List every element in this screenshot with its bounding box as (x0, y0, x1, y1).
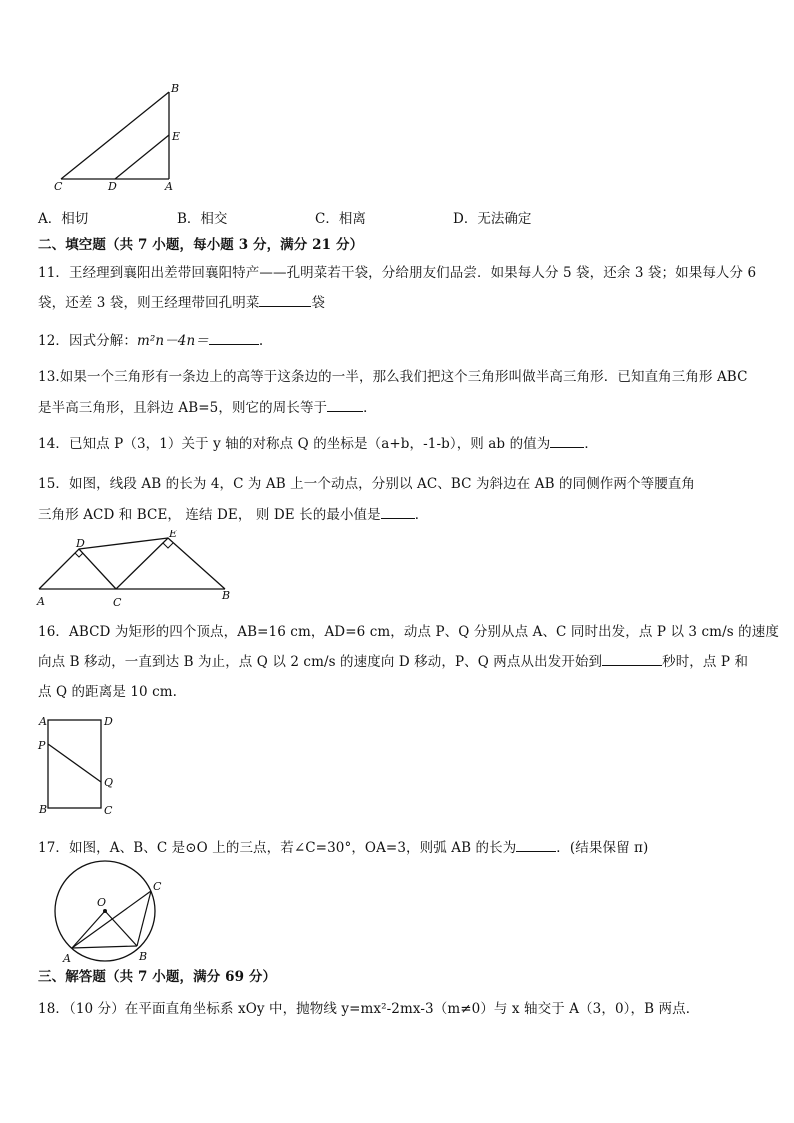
figure-q10 (40, 78, 200, 198)
figure-q16 (36, 712, 126, 820)
label-b: B (222, 589, 231, 602)
section-fill-in-title: 二、填空题（共 7 小题，每小题 3 分，满分 21 分） (38, 237, 364, 253)
label-c: C (153, 880, 162, 893)
figure-q17 (50, 858, 170, 970)
segment-ob (105, 911, 137, 946)
rectangle-abcd (48, 720, 101, 808)
q16-answer-blank[interactable] (602, 653, 662, 666)
q12-prefix: 12．因式分解： (38, 333, 137, 349)
center-point (103, 909, 107, 913)
q17-suffix: ．(结果保留 π) (556, 840, 649, 856)
label-c: C (113, 596, 122, 609)
q15-line1: 15．如图，线段 AB 的长为 4，C 为 AB 上一个动点，分别以 AC、BC 为斜边在 AB 的同侧作两个等腰直角 (38, 476, 695, 492)
label-d: D (104, 715, 113, 728)
option-a: A．相切 (38, 211, 89, 227)
segment-cb (61, 92, 169, 179)
label-p: P (38, 739, 46, 752)
segment-oa (72, 911, 105, 948)
q12-suffix: . (258, 333, 264, 349)
label-b: B (171, 82, 180, 95)
segment-de (79, 538, 168, 549)
q16-line1: 16．ABCD 为矩形的四个顶点，AB=16 cm，AD=6 cm，动点 P、Q 分别从点 A、C 同时出发，点 P 以 3 cm/s 的速度 (38, 624, 779, 640)
q16-text: 向点 B 移动，一直到达 B 为止，点 Q 以 2 cm/s 的速度向 D 移动，P、Q 两点从出发开始到 (38, 654, 603, 670)
label-c: C (104, 804, 113, 817)
option-b: B．相交 (177, 211, 228, 227)
q11-text: 袋，还差 3 袋，则王经理带回孔明菜 (38, 295, 260, 311)
q17-answer-blank[interactable] (516, 839, 556, 852)
segment-de (115, 135, 169, 179)
section-solve-title: 三、解答题（共 7 小题，满分 69 分） (38, 969, 277, 985)
q14 (38, 432, 598, 452)
q13-answer-blank[interactable] (327, 399, 363, 412)
label-a: A (63, 952, 71, 965)
q14-text: 14．已知点 P（3，1）关于 y 轴的对称点 Q 的坐标是（a+b，-1-b），则 ab 的值为 (38, 436, 551, 452)
q17-text: 17．如图，A、B、C 是⊙O 上的三点，若∠C=30°，OA=3，则弧 AB 的长为 (38, 840, 517, 856)
label-c: C (54, 180, 63, 193)
q17 (38, 836, 648, 856)
q11-unit: 袋 (311, 295, 326, 311)
q16-line3: 点 Q 的距离是 10 cm. (38, 684, 178, 700)
label-a: A (39, 715, 47, 728)
q12-expression: m²n－4n＝ (136, 333, 209, 349)
label-b: B (139, 950, 148, 963)
right-angle-d (75, 553, 83, 557)
right-angle-e (163, 543, 173, 548)
figure-q15 (32, 530, 242, 610)
q13-suffix: ． (363, 400, 377, 416)
q11-answer-blank[interactable] (259, 294, 311, 307)
q11-line2 (38, 291, 325, 311)
q13-text: 是半高三角形，且斜边 AB=5，则它的周长等于 (38, 400, 328, 416)
q12-answer-blank[interactable] (209, 332, 259, 345)
q14-answer-blank[interactable] (550, 435, 584, 448)
label-b: B (39, 803, 48, 816)
q18: 18．（10 分）在平面直角坐标系 xOy 中，抛物线 y=mx²-2mx-3（m≠0）与 x 轴交于 A（3，0），B 两点． (38, 1001, 700, 1017)
label-a: A (37, 595, 45, 608)
q13-line2 (38, 396, 377, 416)
label-e: E (169, 530, 178, 540)
q15-suffix: ． (414, 507, 429, 523)
q16-line2 (38, 650, 748, 670)
segment-pq (48, 744, 101, 782)
q14-suffix: ． (584, 436, 598, 452)
segment-ab (72, 946, 137, 948)
label-e: E (172, 130, 181, 143)
q15-line2 (38, 503, 428, 523)
label-q: Q (104, 776, 114, 789)
q11-line1: 11．王经理到襄阳出差带回襄阳特产——孔明菜若干袋，分给朋友们品尝．如果每人分 5 袋，还余 3 袋；如果每人分 6 (38, 265, 757, 281)
q12 (38, 329, 263, 349)
label-d: D (108, 180, 117, 193)
q16-text-cont: 秒时，点 P 和 (662, 654, 749, 670)
q15-answer-blank[interactable] (381, 506, 415, 519)
option-d: D．无法确定 (453, 211, 532, 227)
label-o: O (97, 896, 107, 909)
label-a: A (165, 180, 173, 193)
q15-text: 三角形 ACD 和 BCE， 连结 DE， 则 DE 长的最小值是 (38, 507, 381, 523)
option-c: C．相离 (315, 211, 366, 227)
label-d: D (76, 537, 85, 550)
q13-line1: 13.如果一个三角形有一条边上的高等于这条边的一半，那么我们把这个三角形叫做半高三角形．已知直角三角形 ABC (38, 369, 748, 385)
